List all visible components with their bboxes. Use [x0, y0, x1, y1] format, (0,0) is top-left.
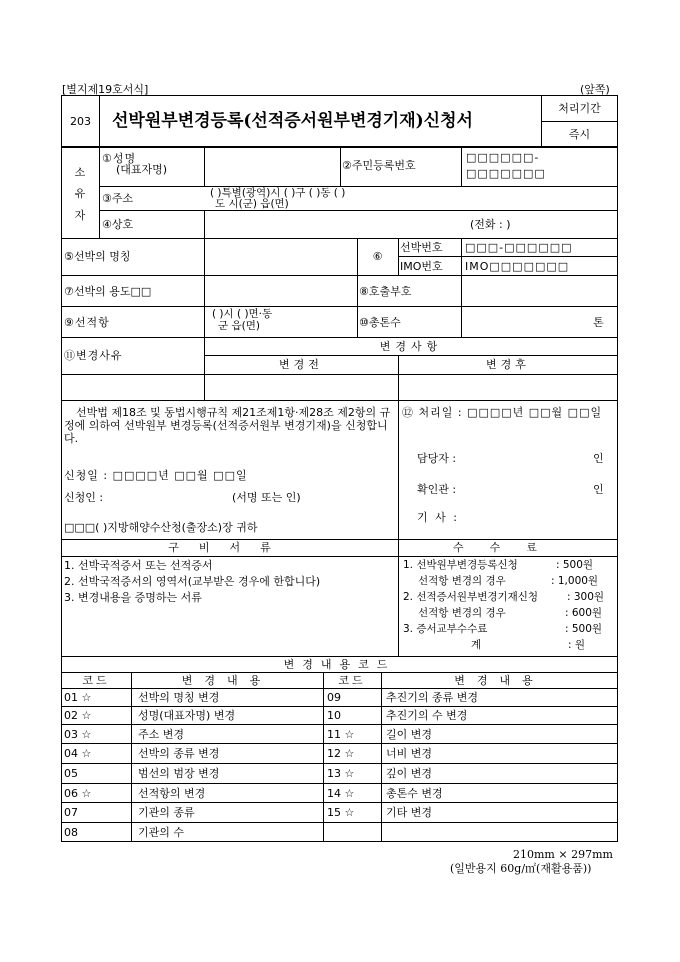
fee-value: : 500원 [565, 623, 603, 635]
code-cell: 10 [327, 709, 341, 722]
code-column-header: 코드 [82, 674, 110, 687]
addressee: □□□( )지방해양수산청(출장소)장 귀하 [64, 521, 258, 534]
code-content-cell: 선박의 명칭 변경 [138, 691, 220, 704]
applicant-label: 신청인 : [64, 491, 104, 504]
processing-period-value: 즉시 [568, 128, 591, 141]
change-reason-field[interactable] [62, 375, 203, 399]
home-port-line-2: 군 읍(면) [218, 320, 260, 332]
code-cell: 02 ☆ [64, 709, 92, 722]
processing-period-label: 처리기간 [558, 102, 601, 115]
confirmer-label: 확인관 : [417, 483, 457, 496]
code-content-cell: 기타 변경 [386, 806, 433, 819]
before-change-field[interactable] [205, 375, 397, 399]
address-line-2: 도 시(군) 읍(면) [215, 198, 289, 210]
fee-value: : 600원 [565, 607, 603, 619]
code-content-cell: 추진기의 종류 변경 [386, 691, 479, 704]
code-cell: 07 [64, 806, 78, 819]
ship-number-label: 선박번호 [400, 241, 443, 254]
before-change-label: 변경전 [279, 358, 323, 371]
trade-name-field[interactable] [205, 211, 455, 237]
ship-number-field[interactable]: □□□-□□□□□□ [465, 241, 573, 254]
code-content-cell: 총톤수 변경 [386, 787, 443, 800]
code-cell: 15 ☆ [327, 806, 355, 819]
fee-label: 선적항 변경의 경우 [418, 575, 506, 587]
ship-name-field[interactable] [205, 239, 356, 274]
gross-tonnage-label: ⑩총톤수 [359, 316, 401, 329]
name-label: ①성명 [102, 152, 137, 165]
name-sublabel: (대표자명) [116, 163, 168, 176]
home-port-line-1[interactable]: ( )시 ( )면·동 [212, 308, 273, 320]
code-column-header: 코드 [338, 674, 366, 687]
code-cell: 14 ☆ [327, 787, 355, 800]
owner-section-char: 자 [74, 209, 86, 222]
signature-label[interactable]: (서명 또는 인) [232, 491, 301, 504]
code-content-cell: 깊이 변경 [386, 767, 433, 780]
change-items-label: 변경사항 [379, 340, 443, 353]
home-port-label: ⑨선적항 [64, 316, 110, 329]
fee-total-label: 계 [471, 639, 482, 651]
after-change-label: 변경후 [486, 358, 530, 371]
officer-seal: 인 [593, 452, 604, 465]
code-content-cell: 범선의 범장 변경 [138, 767, 220, 780]
fee-label: 선적항 변경의 경우 [418, 607, 506, 619]
code-content-cell: 주소 변경 [138, 728, 185, 741]
resident-id-field[interactable]: □□□□□□-□□□□□□□ [466, 151, 546, 180]
code-content-cell: 기관의 종류 [138, 806, 195, 819]
required-documents-header: 구비서류 [168, 541, 291, 554]
after-change-field[interactable] [399, 375, 616, 399]
owner-section-char: 소 [74, 166, 86, 179]
fee-label: 1. 선박원부변경등록신청 [403, 559, 518, 571]
phone-field[interactable]: (전화 : ) [470, 218, 511, 231]
application-date[interactable]: 신청일 : □□□□년 □□월 □□일 [64, 469, 248, 482]
document-item: 2. 선박국적증서의 영역서(교부받은 경우에 한합니다) [64, 575, 321, 588]
change-reason-label: ⑪변경사유 [64, 349, 123, 362]
address-label: ③주소 [102, 192, 134, 205]
code-content-cell: 너비 변경 [386, 747, 433, 760]
code-cell: 08 [64, 826, 78, 839]
code-cell: 13 ☆ [327, 767, 355, 780]
tonnage-unit: 톤 [593, 316, 604, 329]
content-column-header: 변경내용 [181, 674, 273, 687]
fee-total-value[interactable]: : 원 [568, 639, 586, 651]
fees-header: 수수료 [453, 541, 563, 554]
address-line-1[interactable]: ( )특별(광역)시 ( )구 ( )동 ( ) [210, 187, 346, 199]
name-field[interactable] [205, 147, 339, 185]
code-cell: 01 ☆ [64, 691, 92, 704]
code-cell: 12 ☆ [327, 747, 355, 760]
ship-use-field[interactable] [205, 276, 356, 305]
code-cell: 06 ☆ [64, 787, 92, 800]
code-content-cell: 길이 변경 [386, 728, 433, 741]
call-sign-field[interactable] [462, 276, 616, 305]
trade-name-label: ④상호 [102, 218, 134, 231]
resident-id-label: ②주민등록번호 [342, 159, 416, 172]
code-content-cell: 성명(대표자명) 변경 [138, 709, 236, 722]
paper-size: 210mm × 297mm [513, 848, 613, 861]
code-cell: 11 ☆ [327, 728, 355, 741]
fee-value: : 300원 [567, 591, 605, 603]
page-side-label: (앞쪽) [580, 83, 610, 96]
processing-date: ⑫ 처리일 : □□□□년 □□월 □□일 [402, 406, 603, 419]
confirmer-seal: 인 [593, 483, 604, 496]
form-label: [별지제19호서식] [62, 83, 149, 96]
code-content-cell: 선적항의 변경 [138, 787, 206, 800]
change-codes-header: 변경내용코드 [283, 658, 396, 671]
owner-section-char: 유 [74, 187, 86, 200]
record-label: 기 사 : [417, 511, 459, 524]
page-title: 선박원부변경등록(선적증서원부변경기재)신청서 [112, 111, 473, 131]
form-number: 203 [70, 115, 91, 128]
code-cell: 03 ☆ [64, 728, 92, 741]
imo-number-field[interactable]: IMO□□□□□□□ [465, 260, 570, 273]
officer-label: 담당자 : [417, 452, 457, 465]
fee-label: 2. 선적증서원부변경기재신청 [403, 591, 539, 603]
call-sign-label: ⑧호출부호 [359, 285, 412, 298]
document-item: 3. 변경내용을 증명하는 서류 [64, 591, 202, 604]
fee-value: : 500원 [556, 559, 594, 571]
code-cell: 09 [327, 691, 341, 704]
ship-use-label: ⑦선박의 용도□□ [64, 285, 152, 298]
code-content-cell: 선박의 종류 변경 [138, 747, 220, 760]
declaration-text: 선박법 제18조 및 동법시행규칙 제21조제1항·제28조 제2항의 규정에 의하여 선박원부 변경등록(선적증서원부 변경기재)을 신청합니다. [64, 406, 391, 445]
code-content-cell: 추진기의 수 변경 [386, 709, 468, 722]
code-content-cell: 기관의 수 [138, 826, 185, 839]
paper-spec: (일반용지 60g/㎡(재활용품)) [450, 862, 592, 875]
imo-number-label: IMO번호 [400, 260, 443, 273]
document-item: 1. 선박국적증서 또는 선적증서 [64, 559, 213, 572]
ship-name-label: ⑤선박의 명칭 [64, 250, 131, 263]
fee-label: 3. 증서교부수수료 [403, 623, 488, 635]
code-cell: 05 [64, 767, 78, 780]
fee-value: : 1,000원 [551, 575, 599, 587]
ship-number-circle: ⑥ [372, 250, 383, 263]
code-cell: 04 ☆ [64, 747, 92, 760]
content-column-header: 변경내용 [454, 674, 545, 687]
